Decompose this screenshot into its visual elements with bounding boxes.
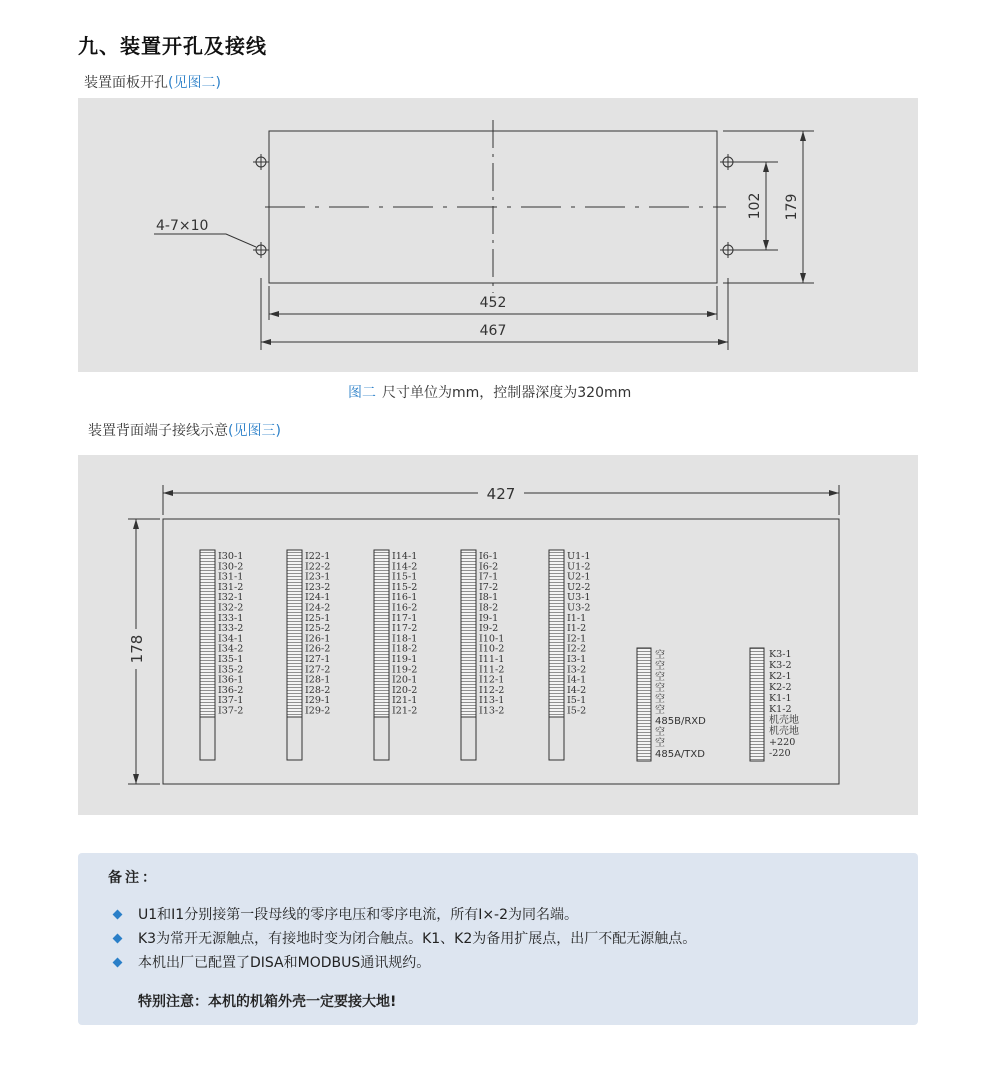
terminal-label: I9-1 — [479, 612, 499, 624]
panel-cutout-drawing — [78, 98, 918, 372]
comm-terminal-label: 空 — [655, 694, 665, 705]
relay-terminal-label: 机壳地 — [769, 726, 799, 737]
terminal-label: I4-2 — [567, 684, 587, 696]
terminal-label: I1-1 — [567, 612, 587, 624]
terminal-label: I30-1 — [218, 551, 244, 562]
comm-terminal-label: 空 — [655, 738, 665, 749]
terminal-label: I11-1 — [479, 654, 505, 665]
terminal-label: I30-2 — [218, 561, 244, 573]
note-item-text: U1和I1分别接第一段母线的零序电压和零序电流，所有I×-2为同名端。 — [138, 907, 579, 923]
terminal-label: I7-1 — [479, 571, 499, 583]
terminal-label: I17-1 — [392, 612, 418, 624]
figure-2-panel — [78, 98, 918, 372]
terminal-label: I23-2 — [305, 581, 331, 593]
terminal-label: I13-1 — [479, 695, 505, 707]
terminal-label: I14-1 — [392, 551, 418, 562]
terminal-label: I34-2 — [218, 643, 244, 655]
hole-leader-line — [154, 234, 256, 247]
comm-terminal-label: 空 — [655, 705, 665, 716]
terminal-label: I19-2 — [392, 664, 418, 676]
terminal-label: I6-1 — [479, 551, 499, 562]
terminal-label: I6-2 — [479, 561, 499, 573]
note-item — [112, 951, 696, 975]
terminal-label: I10-1 — [479, 633, 505, 645]
terminal-label: I33-1 — [218, 612, 244, 624]
section-heading: 九、装置开孔及接线 — [78, 34, 267, 58]
terminal-label: I2-1 — [567, 633, 587, 645]
terminal-label: I20-2 — [392, 684, 418, 696]
terminal-strip-base — [200, 717, 215, 760]
panel-cutout-label — [84, 72, 221, 92]
terminal-label: I9-2 — [479, 623, 499, 635]
mount-hole-bottom-right — [720, 242, 736, 258]
terminal-label: I4-1 — [567, 674, 587, 686]
terminal-label: I3-2 — [567, 664, 587, 676]
terminal-label: U2-1 — [567, 571, 591, 583]
terminal-label: I37-2 — [218, 705, 244, 717]
terminal-label: I24-2 — [305, 602, 331, 614]
terminal-label: I36-2 — [218, 684, 244, 696]
terminal-label: I20-1 — [392, 674, 418, 686]
note-item-text: K3为常开无源触点，有接地时变为闭合触点。K1、K2为备用扩展点，出厂不配无源触点。 — [138, 931, 697, 947]
diamond-bullet-icon — [113, 934, 123, 944]
terminal-label: U3-2 — [567, 602, 591, 614]
grounding-warning: 特别注意：本机的机箱外壳一定要接大地! — [138, 994, 397, 1010]
terminal-label: I18-2 — [392, 643, 418, 655]
terminal-label: U1-1 — [567, 551, 591, 562]
note-item-text: 本机出厂已配置了DISA和MODBUS通讯规约。 — [138, 955, 431, 971]
terminal-label: I26-1 — [305, 633, 331, 645]
relay-terminal-label: +220 — [769, 737, 796, 748]
terminal-label: I15-1 — [392, 571, 418, 583]
terminal-label: I17-2 — [392, 623, 418, 635]
note-item — [112, 927, 696, 951]
terminal-label: I35-2 — [218, 664, 244, 676]
terminal-label: I16-2 — [392, 602, 418, 614]
relay-terminal-label: K1-2 — [769, 704, 792, 715]
terminal-label: I34-1 — [218, 633, 244, 645]
terminal-label: I15-2 — [392, 581, 418, 593]
relay-terminal-label: K2-1 — [769, 671, 792, 682]
figure-2-caption-ref: 图二 — [348, 385, 376, 401]
terminal-label: I32-1 — [218, 592, 244, 604]
mount-hole-bottom-left — [253, 242, 269, 258]
terminal-label: I36-1 — [218, 674, 244, 686]
relay-terminal-label: K3-2 — [769, 660, 792, 671]
terminal-label: I35-1 — [218, 654, 244, 665]
panel-cutout-ref: (见图二) — [168, 75, 221, 91]
comm-terminal-label: 空 — [655, 672, 665, 683]
notes-box — [78, 853, 918, 1025]
terminal-label: I18-1 — [392, 633, 418, 645]
terminal-label: I29-2 — [305, 705, 331, 717]
terminal-label: I33-2 — [218, 623, 244, 635]
terminal-label: I23-1 — [305, 571, 331, 583]
terminal-label: I25-2 — [305, 623, 331, 635]
relay-terminal-label: -220 — [769, 748, 791, 759]
terminal-label: I31-1 — [218, 571, 244, 583]
comm-terminal-label: 空 — [655, 683, 665, 694]
terminal-label: I21-1 — [392, 695, 418, 707]
comm-terminal-label: 空 — [655, 727, 665, 738]
terminal-label: U1-2 — [567, 561, 591, 573]
terminal-label: I22-2 — [305, 561, 331, 573]
panel-cutout-title: 装置面板开孔 — [84, 75, 168, 91]
diamond-bullet-icon — [113, 910, 123, 920]
comm-terminal-label: 485B/RXD — [655, 716, 706, 727]
terminal-label: I2-2 — [567, 643, 587, 655]
mount-hole-top-left — [253, 154, 269, 170]
dim-label-427: 427 — [486, 485, 516, 503]
rear-wiring-label — [88, 420, 281, 440]
comm-terminal-label: 485A/TXD — [655, 749, 705, 760]
terminal-label: I8-2 — [479, 602, 499, 614]
rear-terminal-drawing — [78, 455, 918, 815]
dim-label-102: 102 — [747, 192, 763, 220]
comm-terminal-strip — [637, 648, 651, 761]
relay-terminal-label: K2-2 — [769, 682, 792, 693]
notes-title: 备注： — [108, 870, 159, 886]
dim-label-467: 467 — [479, 323, 507, 339]
terminal-label: I21-2 — [392, 705, 418, 717]
terminal-label: I29-1 — [305, 695, 331, 707]
terminal-label: I5-1 — [567, 695, 587, 707]
terminal-label: I10-2 — [479, 643, 505, 655]
mount-hole-top-right — [720, 154, 736, 170]
terminal-label: I3-1 — [567, 654, 587, 665]
dim-label-179: 179 — [784, 193, 800, 221]
figure-3-panel — [78, 455, 918, 815]
terminal-label: I27-1 — [305, 654, 331, 665]
terminal-label: I16-1 — [392, 592, 418, 604]
relay-terminal-strip — [750, 648, 764, 761]
comm-terminal-label: 空 — [655, 650, 665, 661]
terminal-label: I13-2 — [479, 705, 505, 717]
terminal-label: I12-2 — [479, 684, 505, 696]
terminal-label: I37-1 — [218, 695, 244, 707]
terminal-label: I19-1 — [392, 654, 418, 665]
terminal-label: I27-2 — [305, 664, 331, 676]
terminal-strip-base — [374, 717, 389, 760]
comm-terminal-label: 空 — [655, 661, 665, 672]
figure-2-caption-text: 尺寸单位为mm，控制器深度为320mm — [382, 385, 632, 401]
terminal-label: I11-2 — [479, 664, 505, 676]
dim-label-178: 178 — [128, 634, 146, 664]
diamond-bullet-icon — [113, 958, 123, 968]
terminal-label: I7-2 — [479, 581, 499, 593]
terminal-strip-base — [287, 717, 302, 760]
terminal-label: I25-1 — [305, 612, 331, 624]
relay-terminal-label: K1-1 — [769, 693, 792, 704]
figure-2-caption — [348, 382, 631, 402]
rear-wiring-title: 装置背面端子接线示意 — [88, 423, 228, 439]
relay-terminal-label: 机壳地 — [769, 715, 799, 726]
terminal-strip-base — [461, 717, 476, 760]
terminal-label: I8-1 — [479, 592, 499, 604]
hole-size-label: 4-7×10 — [156, 218, 209, 234]
terminal-label: I31-2 — [218, 581, 244, 593]
note-item — [112, 903, 696, 927]
terminal-label: I26-2 — [305, 643, 331, 655]
terminal-label: I28-2 — [305, 684, 331, 696]
notes-list — [112, 903, 696, 975]
terminal-strip-base — [549, 717, 564, 760]
terminal-label: U2-2 — [567, 581, 591, 593]
terminal-label: I1-2 — [567, 623, 587, 635]
terminal-label: I24-1 — [305, 592, 331, 604]
relay-terminal-label: K3-1 — [769, 649, 792, 660]
rear-wiring-ref: (见图三) — [228, 423, 281, 439]
terminal-blocks — [200, 550, 799, 761]
terminal-label: I12-1 — [479, 674, 505, 686]
terminal-label: U3-1 — [567, 592, 591, 604]
terminal-label: I14-2 — [392, 561, 418, 573]
terminal-label: I32-2 — [218, 602, 244, 614]
terminal-label: I28-1 — [305, 674, 331, 686]
dim-label-452: 452 — [479, 295, 507, 311]
terminal-label: I5-2 — [567, 705, 587, 717]
terminal-label: I22-1 — [305, 551, 331, 562]
